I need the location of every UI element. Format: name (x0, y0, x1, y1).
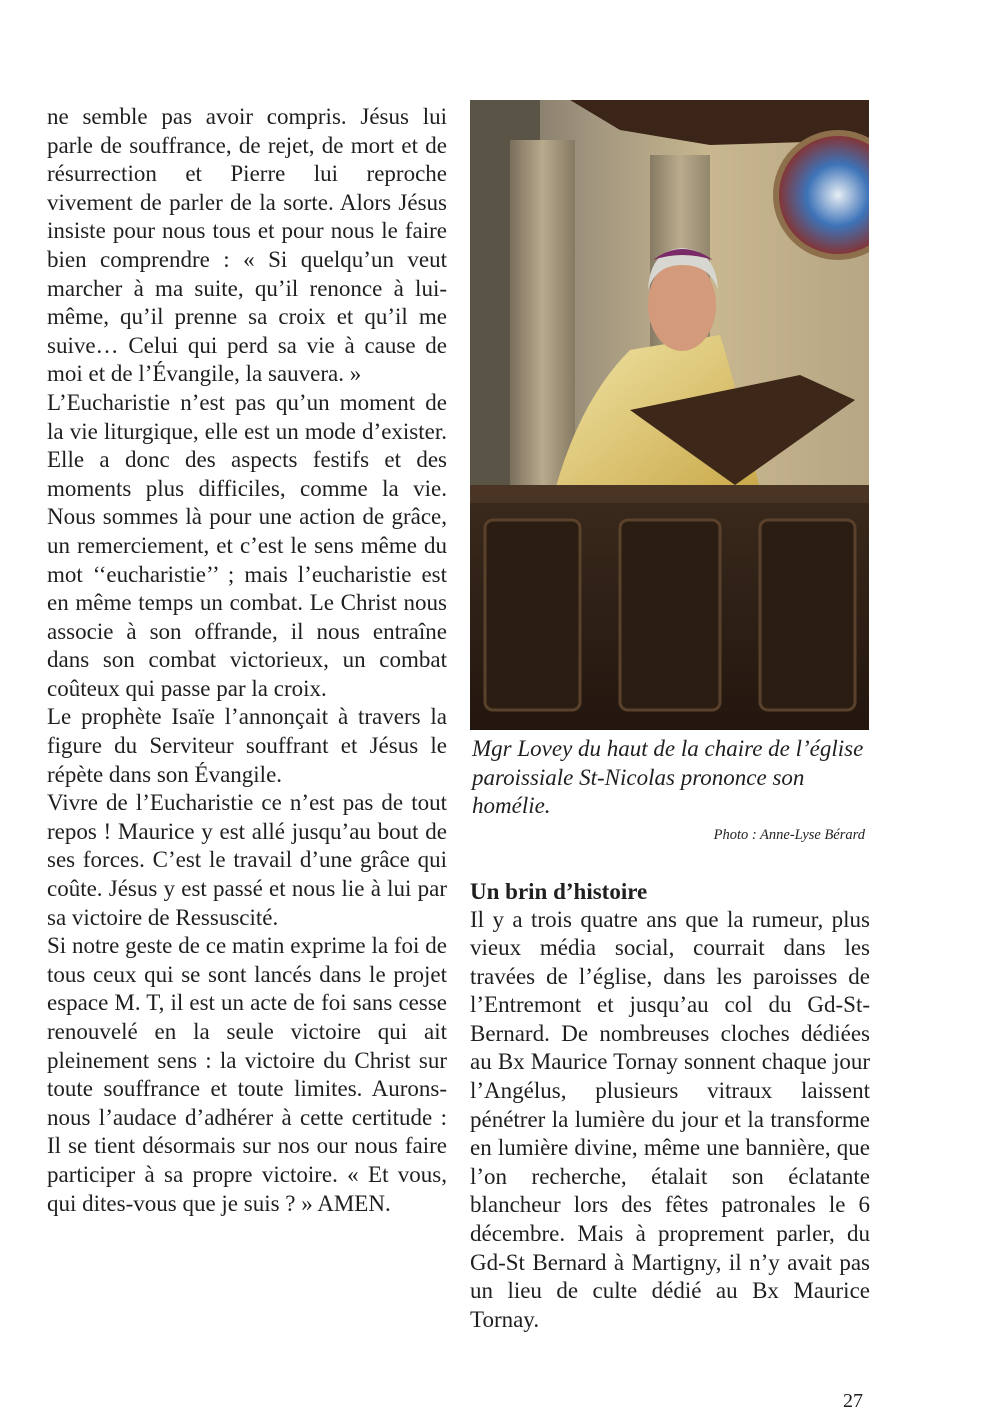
section-title: Un brin d’histoire (470, 878, 648, 904)
pulpit-panel (620, 520, 720, 710)
left-text-column (47, 103, 447, 1218)
paragraph: ne semble pas avoir compris. Jésus lui parle de souffrance, de rejet, de mort et de résurrection et Pierre lui reproche vivement de parler de la sorte. Alors Jésus insiste pour nous tous et pour nous le faire bien comprendre : « Si quelqu’un veut marcher à ma suite, qu’il renonce à lui-même, qu’il prenne sa croix et qu’il me suive… Celui qui perd sa vie à cause de moi et de l’Évangile, la sauvera. » (47, 104, 447, 387)
paragraph: L’Eucharistie n’est pas qu’un moment de la vie liturgique, elle est un mode d’exister. Elle a donc des aspects festifs et des moments plus difficiles, comme la vie. Nous sommes là pour une action de grâce, un remerciement, et c’est le sens même du mot ‘‘eucharistie’’ ; mais l’eucharistie est en même temps un combat. Le Christ nous associe à son offrande, il nous entraîne dans son combat victorieux, un combat coûteux qui passe par la croix. (47, 389, 447, 701)
photo-caption: Mgr Lovey du haut de la chaire de l’église paroissiale St-Nicolas prononce son homélie. (472, 736, 864, 818)
stone-pillar (510, 140, 575, 500)
pulpit-panel (485, 520, 580, 710)
section-body: Il y a trois quatre ans que la rumeur, plus vieux média social, courrait dans les travées de l’église, dans les paroisses de l’Entremont et jusqu’au col du Gd-St-Bernard. De nombreuses cloches dédiées au Bx Maurice Tornay sonnent chaque jour l’Angélus, plusieurs vitraux laissent pénétrer la lumière du jour et la transforme en lumière divine, même une bannière, que l’on recherche, étalait son éclatante blancheur lors des fêtes patronales le 6 décembre. Mais à proprement parler, du Gd-St Bernard à Martigny, il n’y avait pas un lieu de culte dédié au Bx Maurice Tornay. (470, 906, 870, 1332)
page-number: 27 (843, 1390, 863, 1412)
bishop-pulpit-photo (470, 100, 869, 730)
right-column (470, 100, 870, 1334)
paragraph: Le prophète Isaïe l’annonçait à travers la figure du Serviteur souffrant et Jésus le répète dans son Évangile. (47, 704, 447, 787)
photo-illustration (470, 100, 869, 730)
paragraph: Vivre de l’Eucharistie ce n’est pas de tout repos ! Maurice y est allé jusqu’au bout de ses forces. C’est le travail d’une grâce qui coûte. Jésus y est passé et nous lie à lui par sa victoire de Ressuscité. (47, 790, 447, 930)
paragraph: Si notre geste de ce matin exprime la foi de tous ceux qui se sont lancés dans le projet espace M. T, il est un acte de foi sans cesse renouvelé en la seule victoire qui ait pleinement sens : la victoire du Christ sur toute souffrance et toute limites. Aurons-nous l’audace d’adhérer à cette certitude : Il se tient désormais sur nos our nous faire participer à sa propre victoire. « Et vous, qui dites-vous que je suis ? » AMEN. (47, 933, 447, 1216)
pulpit-panel (760, 520, 855, 710)
photo-credit: Photo : Anne-Lyse Bérard (713, 826, 865, 843)
